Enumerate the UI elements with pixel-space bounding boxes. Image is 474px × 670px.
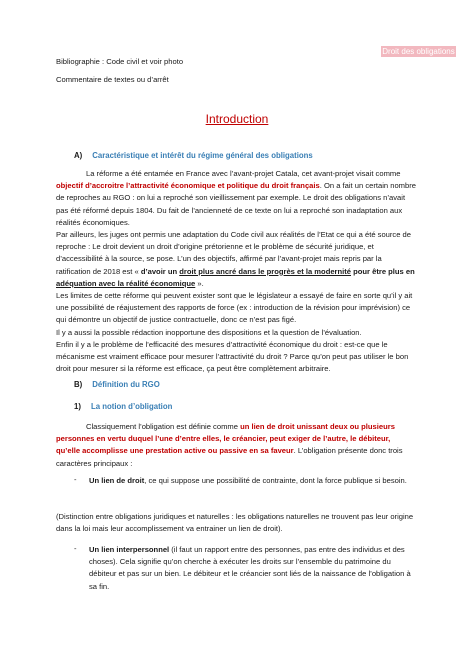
- bullet-item-1: Un lien de droit, ce qui suppose une possibilité de contrainte, dont la force publique si besoin.: [89, 476, 407, 485]
- bullet-item-2: Un lien interpersonnel (il faut un rapport entre des personnes, pas entre des individus et des choses). Cela signifie qu’on cherche à exécuter les droits sur l’ensemble du patrimoine du débiteur et pas sur un bien. Le débiteur et le créancier sont liés de la naissance de l’obligation à sa fin.: [89, 545, 411, 591]
- paragraph-2: Par ailleurs, les juges ont permis une adaptation du Code civil aux réalités de l’Etat ce qui a été source de reproche : Le droit devient un droit d’origine prétorienne et le problème de sécurité juridique, et d’accessibilité à la source, se pose. L’un des objectifs, affirmé par l’avant-projet mais repris par la ratification de 2018 est « d’avoir un droit plus ancré dans le progrès et la modernité pour être plus en adéquation avec la réalité économique ».: [56, 230, 415, 288]
- section-a-title: Caractéristique et intérêt du régime général des obligations: [92, 151, 313, 160]
- bibliography-line: Bibliographie : Code civil et voir photo: [56, 57, 184, 66]
- section-b-letter: B): [74, 380, 83, 389]
- paragraph-5: Enfin il y a le problème de l’efficacité des mesures d’attractivité économique du droit : est-ce que le mécanisme est vraiment efficace pour mesurer l’attractivité du droit ? Parce qu’on peut pas utiliser le bon droit pour mesurer si la réforme est efficace, ça peut être complètement arbitraire.: [56, 340, 409, 374]
- page-title: Introduction: [205, 112, 269, 126]
- paragraph-6: Classiquement l’obligation est définie comme un lien de droit unissant deux ou plusieurs personnes en vertu duquel l’une d’entre elles, le créancier, peut exiger de l’autre, le débiteur, qu’elle accomplisse une prestation active ou passive en sa faveur. L’obligation présente donc trois caractères principaux :: [56, 422, 403, 468]
- section-1-heading: [74, 401, 172, 413]
- section-b-title: Définition du RGO: [92, 380, 160, 389]
- economic-reality-highlight: adéquation avec la réalité économique: [56, 278, 196, 288]
- objective-highlight: objectif d’accroitre l’attractivité économique et politique du droit français: [56, 181, 320, 191]
- section-b-heading: [74, 379, 160, 391]
- modernity-highlight: droit plus ancré dans le progrès et la modernité: [179, 266, 352, 276]
- section-a-heading: [74, 150, 313, 162]
- definition-highlight: un lien de droit unissant deux ou plusieurs personnes en vertu duquel l’une d’entre elles, le créancier, peut exiger de l’autre, le débiteur, qu’elle accomplisse une prestation active ou passive en sa faveur: [56, 422, 395, 456]
- section-1-number: 1): [74, 402, 81, 411]
- paragraph-4: Il y a aussi la possible rédaction inopportune des dispositions et la question de l’évaluation.: [56, 328, 362, 337]
- header-tag: Droit des obligations: [382, 47, 455, 56]
- paragraph-3: Les limites de cette réforme qui peuvent exister sont que le législateur a essayé de faire en sorte qu’il y ait une possibilité de réajustement des rapports de force (ex : introduction de la révision pour imprévision) ce qui démontre un objectif de justice contractuelle, donc ce n’est pas figé.: [56, 291, 413, 325]
- paragraph-7: (Distinction entre obligations juridiques et naturelles : les obligations naturelles ne trouvent pas leur origine dans la loi mais leur accomplissement va entrainer un lien de droit).: [56, 512, 414, 534]
- bullet-dash-2: -: [74, 544, 77, 553]
- section-a-letter: A): [74, 151, 83, 160]
- bullet-dash-1: -: [74, 475, 77, 484]
- commentary-line: Commentaire de textes ou d’arrêt: [56, 75, 169, 84]
- paragraph-1: La réforme a été entamée en France avec l’avant-projet Catala, cet avant-projet visait comme objectif d’accroitre l’attractivité économique et politique du droit français. On a fait un certain nombre de reproches au RGO : on lui a reproché son vieillissement par exemple. Le droit des obligations n’avait pas été réformé depuis 1804. Du fait de l’ancienneté de ce texte on lui a reproché son inadaptation aux réalités économiques.: [56, 169, 416, 227]
- section-1-title: La notion d’obligation: [90, 402, 173, 411]
